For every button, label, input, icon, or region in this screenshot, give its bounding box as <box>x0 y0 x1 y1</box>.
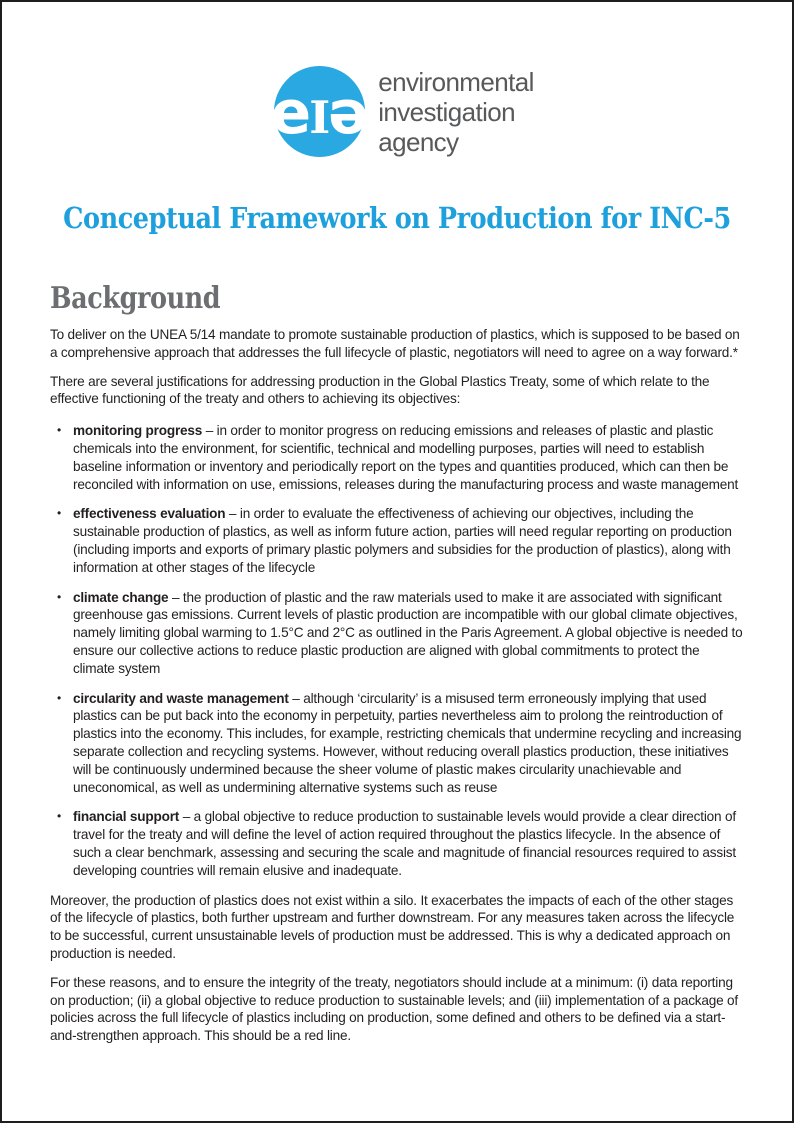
monogram-letter-e: e <box>270 77 312 148</box>
intro-paragraph-1: To deliver on the UNEA 5/14 mandate to promote sustainable production of plastics, which is supposed to be based on a comprehensive approach that addresses the full lifecycle of plastic, negotiators will need to agree on a way forward.* <box>50 327 740 360</box>
eia-monogram <box>270 77 369 148</box>
bullet-lead: monitoring progress <box>73 423 203 439</box>
intro-paragraph-2: There are several justifications for addressing production in the Global Plastics Treaty, some of which relate to the effective functioning of the treaty and others to achieving its objectives: <box>50 373 710 407</box>
eia-logo <box>16 2 792 157</box>
bullet-lead: circularity and waste management <box>73 690 289 706</box>
list-item-circularity-waste-management <box>50 690 744 797</box>
wordmark-line-1: environmental <box>378 66 534 97</box>
wordmark-line-2: investigation <box>378 96 515 127</box>
monogram-letter-i: I <box>309 90 331 144</box>
eia-logo-circle <box>270 66 369 157</box>
closing-paragraph-1: Moreover, the production of plastics does not exist within a silo. It exacerbates the impacts of each of the other stages of the lifecycle of plastics, both further upstream and further downstream. For any measures taken across the lifecycle to be successful, current unsustainable levels of production must be addressed. This is why a dedicated approach on production is needed. <box>50 892 735 961</box>
justification-list <box>50 422 744 879</box>
bullet-lead: effectiveness evaluation <box>73 506 226 522</box>
list-item-climate-change <box>50 589 744 678</box>
list-item-monitoring-progress <box>50 422 744 493</box>
bullet-text: – in order to evaluate the effectiveness of achieving our objectives, including the sustainable production of plastics, as well as inform future action, parties will need regular reporting on production (including imports and exports of primary plastic polymers and subsidies for the production of plastics), along with information at other stages of the lifecycle <box>73 506 732 575</box>
monogram-letter-schwa: ə <box>328 77 369 148</box>
section-heading-background: Background <box>50 281 221 316</box>
closing-paragraph-2: For these reasons, and to ensure the integrity of the treaty, negotiators should include at a minimum: (i) data reporting on production; (ii) a global objective to reduce production to sustainable levels; and (iii) implementation of a package of policies across the full lifecycle of plastics including on production, some defined and others to be defined via a start-and-strengthen approach. This should be a red line. <box>50 974 738 1044</box>
bullet-text: – a global objective to reduce production to sustainable levels would provide a clear direction of travel for the treaty and will define the level of action required throughout the plastics lifecycle. In the absence of such a clear benchmark, assessing and securing the scale and magnitude of financial resources required to assist developing countries will remain elusive and inadequate. <box>73 809 736 878</box>
bullet-text: – although ‘circularity’ is a misused term erroneously implying that used plastics can be put back into the economy in perpetuity, parties nevertheless aim to prolong the reintroduction of plastics into the economy. This includes, for example, restricting chemicals that undermine recycling and increasing separate collection and recycling systems. However, without reducing overall plastics production, these initiatives will be continuously undermined because the sheer volume of plastic makes circularity unachievable and uneconomical, as well as undermining alternative systems such as reuse <box>73 690 742 795</box>
bullet-text: – in order to monitor progress on reducing emissions and releases of plastic and plastic chemicals into the environment, for scientific, technical and modelling purposes, parties will need to establish baseline information or inventory and periodically report on the types and quantities produced, which can then be reconciled with information on use, emissions, releases during the manufacturing process and waste management <box>73 423 739 492</box>
wordmark-line-3: agency <box>378 126 459 157</box>
bullet-text: – the production of plastic and the raw materials used to make it are associated with significant greenhouse gas emissions. Current levels of plastic production are incompatible with our global climate objectives, namely limiting global warming to 1.5°C and 2°C as outlined in the Paris Agreement. A global objective is needed to ensure our collective actions to reduce plastic production are aligned with global commitments to protect the climate system <box>73 589 743 676</box>
eia-wordmark <box>378 67 534 157</box>
list-item-financial-support <box>50 808 744 879</box>
document-title: Conceptual Framework on Production for INC-5 <box>63 201 731 235</box>
list-item-effectiveness-evaluation <box>50 505 744 576</box>
bullet-lead: climate change <box>73 589 169 605</box>
bullet-lead: financial support <box>73 809 180 825</box>
